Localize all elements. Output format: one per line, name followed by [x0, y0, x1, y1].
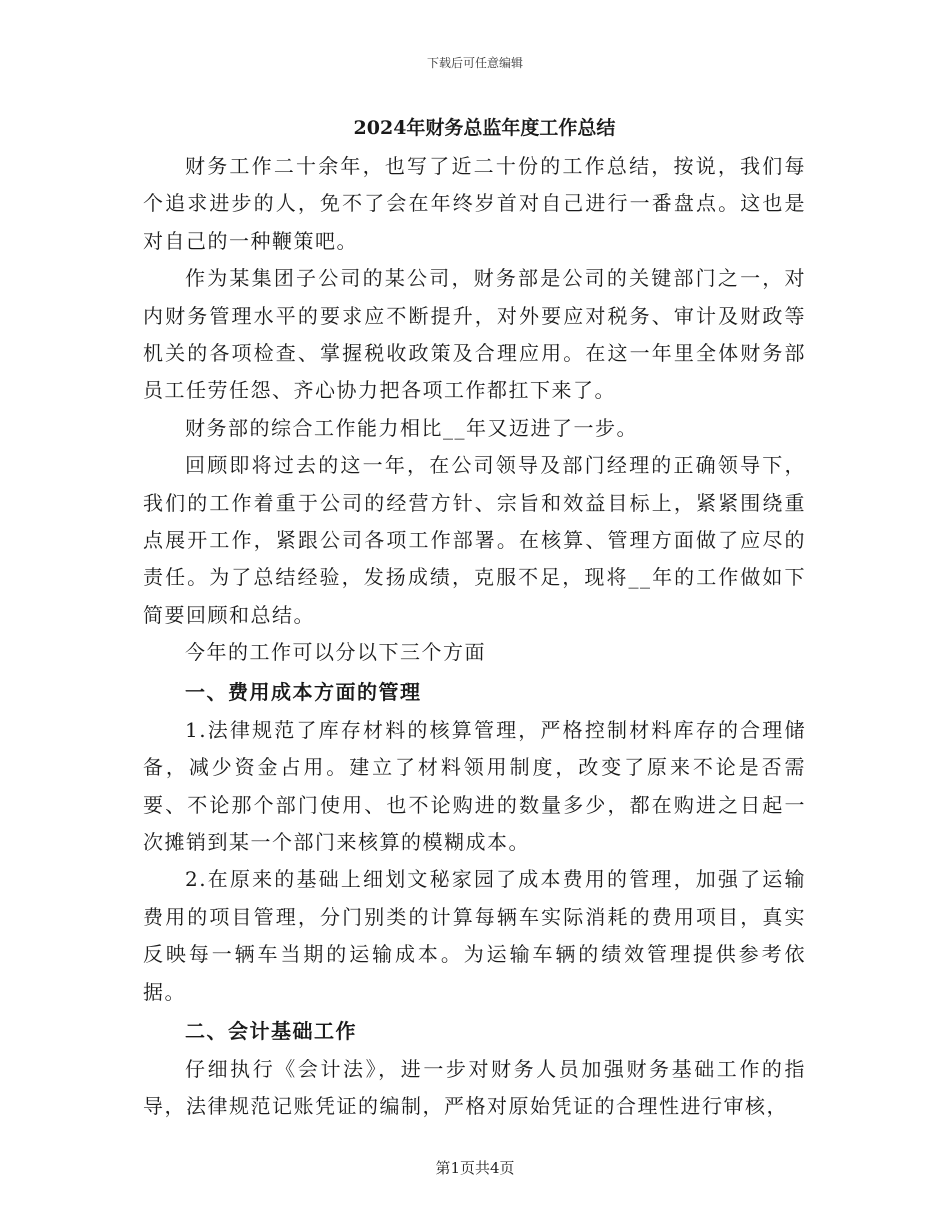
paragraph-cost-item-2: 2.在原来的基础上细划文秘家园了成本费用的管理，加强了运输费用的项目管理，分门别类的计算每辆车实际消耗的费用项目，真实反映每一辆车当期的运输成本。为运输车辆的绩效管理提供参考依据。	[143, 867, 806, 1004]
paragraph-review: 回顾即将过去的这一年，在公司领导及部门经理的正确领导下，我们的工作着重于公司的经营方针、宗旨和效益目标上，紧紧围绕重点展开工作，紧跟公司各项工作部署。在核算、管理方面做了应尽的责任。为了总结经验，发扬成绩，克服不足，现将__年的工作做如下简要回顾和总结。	[143, 453, 806, 627]
header-note: 下载后可任意编辑	[426, 56, 523, 70]
paragraph-accounting: 仔细执行《会计法》，进一步对财务人员加强财务基础工作的指导，法律规范记账凭证的编制，严格对原始凭证的合理性进行审核，	[143, 1056, 806, 1119]
section-heading-cost: 一、费用成本方面的管理	[185, 679, 422, 704]
paragraph-progress: 财务部的综合工作能力相比__年又迈进了一步。	[185, 415, 638, 440]
paragraph-department: 作为某集团子公司的某公司，财务部是公司的关键部门之一，对内财务管理水平的要求应不断提升，对外要应对税务、审计及财政等机关的各项检查、掌握税收政策及合理应用。在这一年里全体财务部员工任劳任怨、齐心协力把各项工作都扛下来了。	[143, 266, 806, 403]
document-body	[143, 108, 806, 1126]
paragraph-cost-item-1: 1.法律规范了库存材料的核算管理，严格控制材料库存的合理储备，减少资金占用。建立了材料领用制度，改变了原来不论是否需要、不论那个部门使用、也不论购进的数量多少，都在购进之日起一次摊销到某一个部门来核算的模糊成本。	[143, 717, 806, 854]
section-heading-accounting: 二、会计基础工作	[185, 1018, 357, 1043]
paragraph-aspects: 今年的工作可以分以下三个方面	[185, 640, 486, 665]
paragraph-intro: 财务工作二十余年，也写了近二十份的工作总结，按说，我们每个追求进步的人，免不了会在年终岁首对自己进行一番盘点。这也是对自己的一种鞭策吧。	[143, 154, 806, 253]
page-footer: 第1页共4页	[435, 1159, 515, 1177]
document-title: 2024年财务总监年度工作总结	[353, 117, 616, 139]
